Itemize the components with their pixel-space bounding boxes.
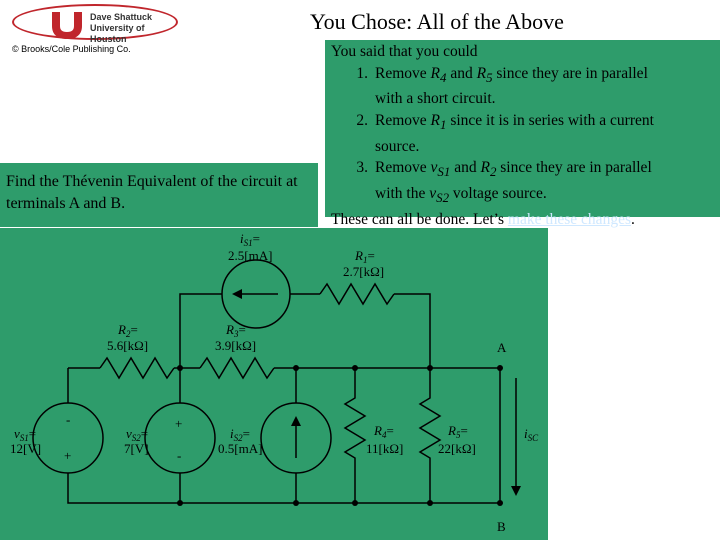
r3-value: 3.9[kΩ] <box>215 338 257 353</box>
r1-label: $R_1=$ <box>355 248 375 265</box>
terminal-a-label: A <box>497 340 507 355</box>
item-text-continued: source. <box>375 137 420 155</box>
r2-value: 5.6[kΩ] <box>107 338 149 353</box>
uh-logo-icon <box>50 10 84 40</box>
item-number: 3. <box>356 159 368 177</box>
isc-label: $i_{SC}$ <box>524 426 539 443</box>
item-text-continued: with the $v_{S2}$ voltage source. <box>375 184 547 205</box>
r4-value: 11[kΩ] <box>366 441 404 456</box>
terminal-b-label: B <box>497 519 506 534</box>
vs1-value: 12[V] <box>10 441 42 456</box>
publisher-credit: © Brooks/Cole Publishing Co. <box>12 44 131 54</box>
vs2-top-polarity: + <box>175 416 183 431</box>
logo-name-line2: University of Houston <box>90 23 145 44</box>
problem-statement: Find the Thévenin Equivalent of the circuit at terminals A and B. <box>0 163 318 227</box>
university-logo <box>12 4 182 54</box>
answer-item-3 <box>331 157 714 183</box>
vs1-bottom-polarity: + <box>64 448 72 463</box>
item-text-continued: with a short circuit. <box>375 90 496 108</box>
slide-title: You Chose: All of the Above <box>310 9 564 34</box>
item-text: Remove $R_4$ and $R_5$ since they are in parallel <box>375 64 648 85</box>
r5-label: $R_5=$ <box>448 423 468 440</box>
answer-item-1 <box>331 63 714 89</box>
vs2-value: 7[V] <box>124 441 149 456</box>
current-source-is1 <box>222 260 290 328</box>
vs1-label: $v_{S1}=$ <box>14 426 37 443</box>
answer-closing: These can all be done. Let’s make these changes. <box>331 210 635 228</box>
is2-value: 0.5[mA] <box>218 441 263 456</box>
answer-item-2 <box>331 110 714 136</box>
is1-value: 2.5[mA] <box>228 248 273 263</box>
answer-intro: You said that you could <box>331 43 478 60</box>
vs2-label: $v_{S2}=$ <box>126 426 149 443</box>
is1-label: $i_{S1}=$ <box>240 231 260 248</box>
circuit-schematic <box>0 228 548 540</box>
item-text: Remove $R_1$ since it is in series with a current <box>375 111 654 132</box>
r2-label: $R_2=$ <box>118 322 138 339</box>
r5-value: 22[kΩ] <box>438 441 476 456</box>
r1-value: 2.7[kΩ] <box>343 264 385 279</box>
answer-panel <box>325 40 720 228</box>
logo-author-text <box>90 12 182 45</box>
circuit-diagram <box>0 228 548 540</box>
r3-label: $R_3=$ <box>226 322 246 339</box>
vs1-top-polarity: - <box>66 412 71 427</box>
item-number: 1. <box>356 64 368 82</box>
current-source-is2 <box>261 403 331 473</box>
make-these-changes-link[interactable]: make these changes <box>507 210 631 228</box>
logo-name-line1: Dave Shattuck <box>90 12 153 22</box>
r4-label: $R_4=$ <box>374 423 394 440</box>
is2-label: $i_{S2}=$ <box>230 426 250 443</box>
vs2-bottom-polarity: - <box>177 448 182 463</box>
item-text: Remove $v_{S1}$ and $R_2$ since they are in parallel <box>375 159 652 180</box>
item-number: 2. <box>356 111 368 129</box>
